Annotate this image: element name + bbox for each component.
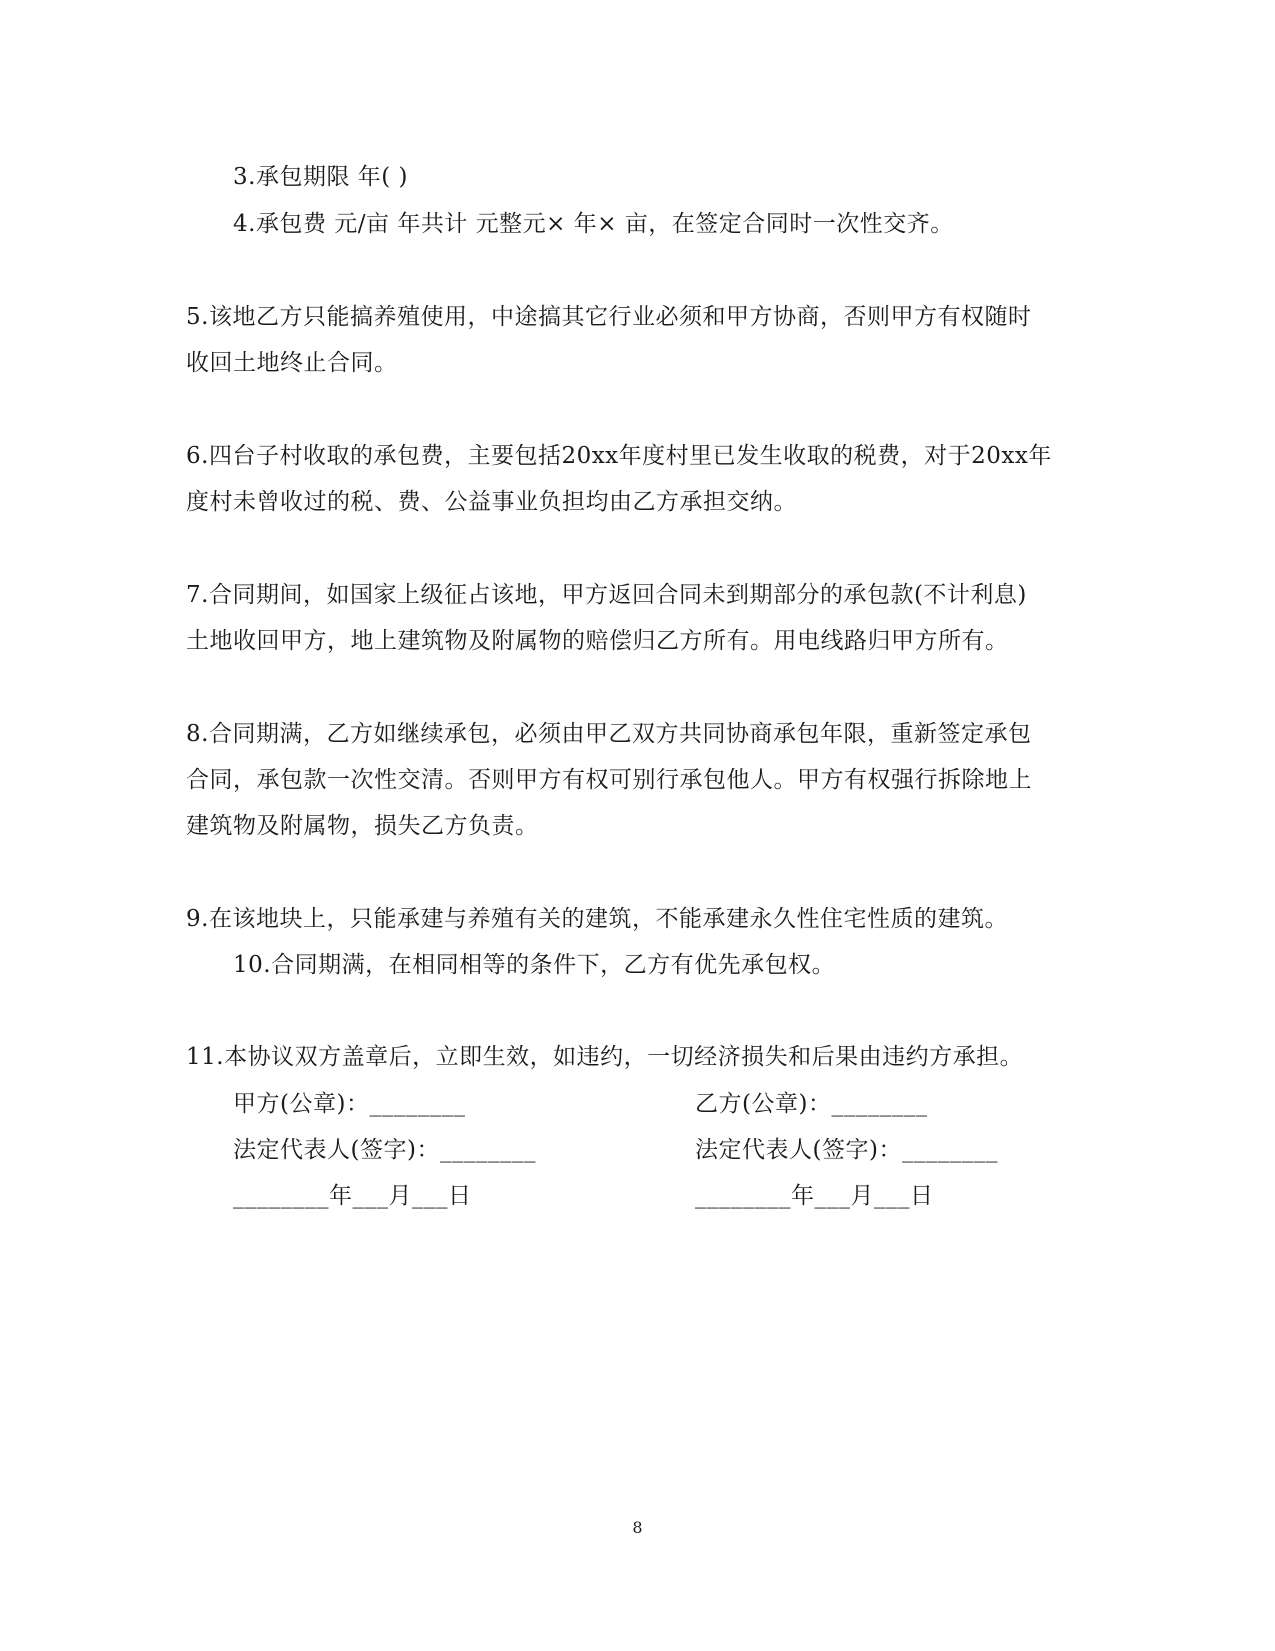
- clause-5-line-1: 5.该地乙方只能搞养殖使用，中途搞其它行业必须和甲方协商，否则甲方有权随时: [186, 304, 1032, 330]
- page-number: 8: [632, 1518, 643, 1537]
- clause-11: 11.本协议双方盖章后，立即生效，如违约，一切经济损失和后果由违约方承担。: [186, 1044, 1024, 1070]
- clause-8-line-1: 8.合同期满，乙方如继续承包，必须由甲乙双方共同协商承包年限，重新签定承包: [186, 721, 1032, 747]
- party-b-representative-line: 法定代表人(签字)：________: [695, 1137, 998, 1163]
- clause-8-line-3: 建筑物及附属物，损失乙方负责。: [186, 813, 539, 839]
- party-a-seal-line: 甲方(公章)：________: [233, 1091, 466, 1117]
- party-a-date-line: ________年___月___日: [233, 1183, 472, 1209]
- clause-7-line-1: 7.合同期间，如国家上级征占该地，甲方返回合同未到期部分的承包款(不计利息): [186, 582, 1027, 608]
- clause-5-line-2: 收回土地终止合同。: [186, 350, 398, 376]
- party-b-date-line: ________年___月___日: [695, 1183, 934, 1209]
- clause-4: 4.承包费 元/亩 年共计 元整元× 年× 亩，在签定合同时一次性交齐。: [233, 211, 954, 237]
- party-b-seal-line: 乙方(公章)：________: [695, 1091, 928, 1117]
- clause-3: 3.承包期限 年( ): [233, 164, 409, 190]
- clause-7-line-2: 土地收回甲方，地上建筑物及附属物的赔偿归乙方所有。用电线路归甲方所有。: [186, 628, 1009, 654]
- clause-8-line-2: 合同，承包款一次性交清。否则甲方有权可别行承包他人。甲方有权强行拆除地上: [186, 767, 1032, 793]
- clause-10: 10.合同期满，在相同相等的条件下，乙方有优先承包权。: [233, 952, 836, 978]
- clause-9: 9.在该地块上，只能承建与养殖有关的建筑，不能承建永久性住宅性质的建筑。: [186, 906, 1008, 932]
- clause-6-line-2: 度村未曾收过的税、费、公益事业负担均由乙方承担交纳。: [186, 489, 797, 515]
- party-a-representative-line: 法定代表人(签字)：________: [233, 1137, 536, 1163]
- clause-6-line-1: 6.四台子村收取的承包费，主要包括20xx年度村里已发生收取的税费，对于20xx年: [186, 443, 1052, 469]
